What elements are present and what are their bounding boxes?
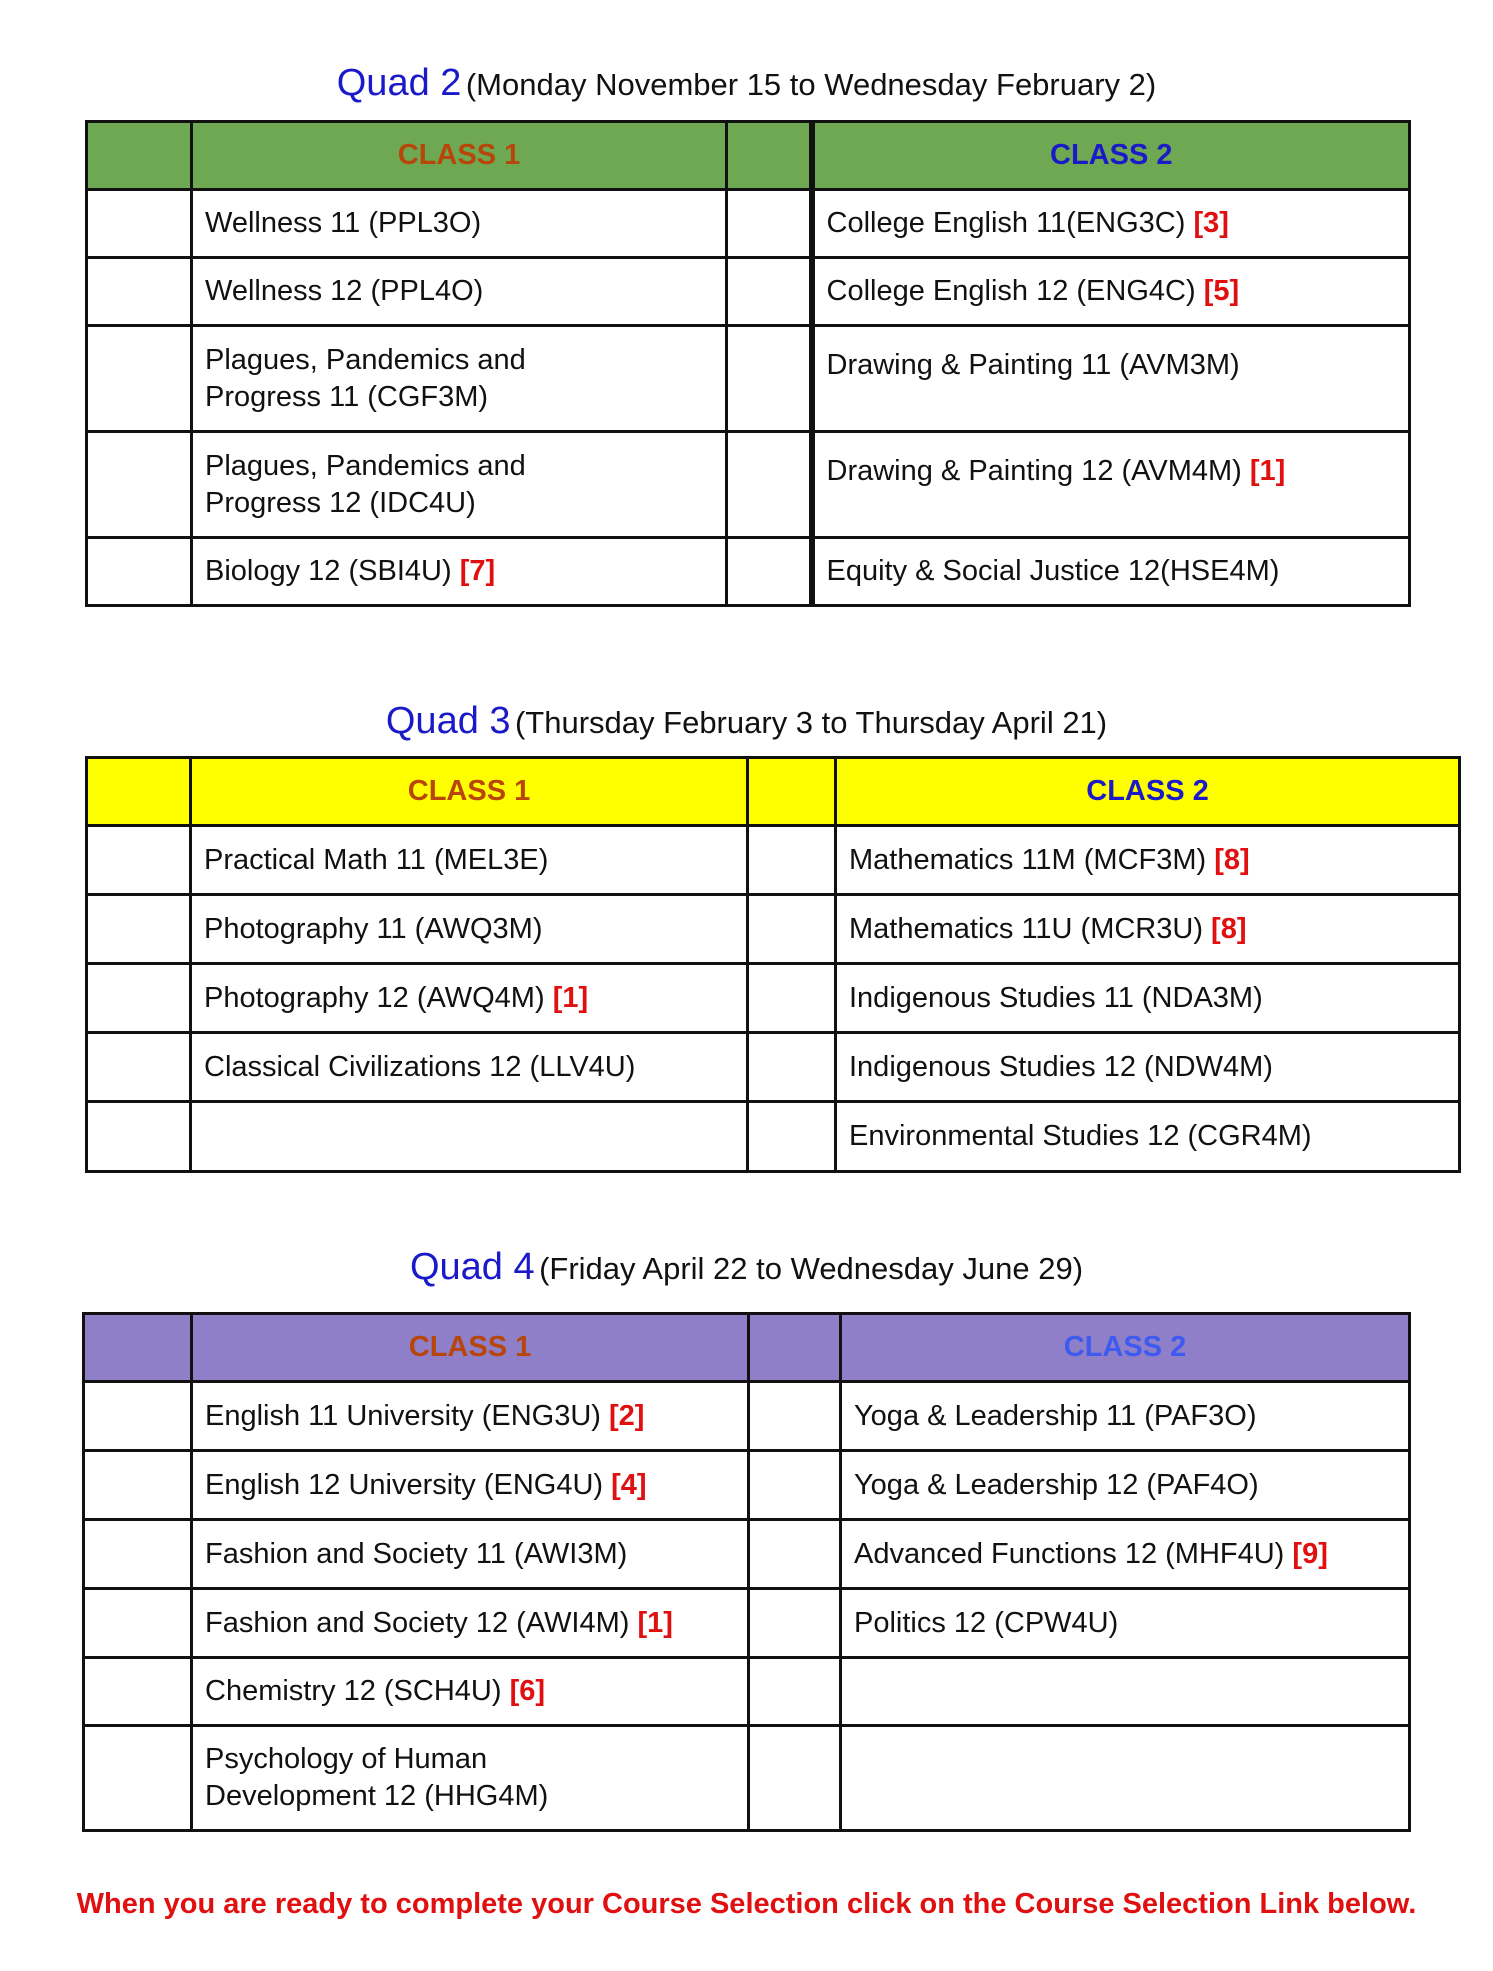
course-name: Classical Civilizations 12 (LLV4U) xyxy=(204,1050,636,1083)
check-cell[interactable] xyxy=(84,1451,192,1520)
table-row xyxy=(87,964,1460,1033)
check-cell[interactable] xyxy=(749,1451,841,1520)
course-cell xyxy=(836,1102,1460,1172)
course-tag: [1] xyxy=(552,981,589,1014)
course-cell xyxy=(191,895,748,964)
check-cell[interactable] xyxy=(87,190,192,258)
course-name: College English 11(ENG3C) xyxy=(826,207,1186,239)
check-cell[interactable] xyxy=(748,895,836,964)
course-cell xyxy=(191,964,748,1033)
course-name: Environmental Studies 12 (CGR4M) xyxy=(849,1120,1312,1152)
course-cell xyxy=(192,1658,749,1726)
quad3-title xyxy=(0,700,1493,743)
course-name: Chemistry 12 (SCH4U) xyxy=(205,1675,502,1707)
course-cell xyxy=(192,258,727,326)
course-tag: [9] xyxy=(1292,1537,1328,1570)
course-name: Photography 12 (AWQ4M) xyxy=(204,981,545,1014)
check-cell[interactable] xyxy=(87,258,192,326)
course-name: Mathematics 11U (MCR3U) xyxy=(849,912,1203,945)
check-cell[interactable] xyxy=(727,432,812,538)
course-cell xyxy=(841,1520,1410,1589)
quad3-table xyxy=(85,756,1461,1173)
quad3-dates: (Thursday February 3 to Thursday April 21) xyxy=(514,705,1108,740)
table-row xyxy=(84,1451,1410,1520)
check-cell[interactable] xyxy=(87,964,191,1033)
table-row xyxy=(87,1102,1460,1172)
table-row xyxy=(87,258,1410,326)
course-selection-instruction: When you are ready to complete your Course Selection click on the Course Selection Link below. xyxy=(76,1888,1417,1920)
course-cell xyxy=(836,895,1460,964)
course-name: Fashion and Society 12 (AWI4M) xyxy=(205,1606,630,1639)
header-check-cell-1 xyxy=(87,758,191,826)
course-cell xyxy=(841,1382,1410,1451)
header-check-cell-2 xyxy=(749,1314,841,1382)
course-cell-empty xyxy=(191,1102,748,1172)
table-row xyxy=(84,1520,1410,1589)
class1-header: CLASS 1 xyxy=(191,758,748,826)
course-tag: [7] xyxy=(459,555,496,587)
quad3-name: Quad 3 xyxy=(385,700,511,742)
course-cell xyxy=(841,1589,1410,1658)
course-cell-empty xyxy=(841,1658,1410,1726)
table-row xyxy=(87,432,1410,538)
course-name-line-2: Progress 11 (CGF3M) xyxy=(205,380,489,413)
check-cell[interactable] xyxy=(748,964,836,1033)
check-cell[interactable] xyxy=(727,326,812,432)
check-cell[interactable] xyxy=(84,1382,192,1451)
course-tag: [2] xyxy=(608,1399,645,1432)
course-tag: [1] xyxy=(637,1606,673,1639)
check-cell[interactable] xyxy=(749,1382,841,1451)
quad4-table xyxy=(82,1312,1411,1832)
course-name: Wellness 11 (PPL3O) xyxy=(205,207,482,239)
check-cell[interactable] xyxy=(87,826,191,895)
course-name-line-1: Plagues, Pandemics and xyxy=(205,343,526,376)
table-row xyxy=(87,538,1410,606)
quad2-title xyxy=(0,62,1493,105)
course-cell xyxy=(192,1589,749,1658)
course-cell xyxy=(192,1382,749,1451)
course-cell xyxy=(192,538,727,606)
check-cell[interactable] xyxy=(87,895,191,964)
header-check-cell-2 xyxy=(748,758,836,826)
check-cell[interactable] xyxy=(727,190,812,258)
table-row xyxy=(84,1658,1410,1726)
course-cell xyxy=(812,326,1410,432)
class2-header: CLASS 2 xyxy=(841,1314,1410,1382)
course-cell xyxy=(192,1520,749,1589)
course-name: Wellness 12 (PPL4O) xyxy=(205,275,484,307)
course-name: English 11 University (ENG3U) xyxy=(205,1399,601,1432)
check-cell[interactable] xyxy=(749,1520,841,1589)
course-name: Photography 11 (AWQ3M) xyxy=(204,912,543,945)
quad4-dates: (Friday April 22 to Wednesday June 29) xyxy=(539,1251,1084,1286)
course-cell xyxy=(841,1451,1410,1520)
course-cell xyxy=(812,190,1410,258)
course-cell xyxy=(812,432,1410,538)
quad3-header-row xyxy=(87,758,1460,826)
check-cell[interactable] xyxy=(87,1033,191,1102)
quad2-table xyxy=(85,120,1411,607)
course-tag: [5] xyxy=(1203,275,1240,307)
header-check-cell-1 xyxy=(84,1314,192,1382)
header-check-cell-1 xyxy=(87,122,192,190)
course-cell xyxy=(192,190,727,258)
course-name-line-1: Psychology of Human xyxy=(205,1743,488,1775)
class1-header: CLASS 1 xyxy=(192,1314,749,1382)
course-name-line-1: Plagues, Pandemics and xyxy=(205,449,526,482)
course-name: Yoga & Leadership 11 (PAF3O) xyxy=(854,1399,1257,1432)
course-name: Practical Math 11 (MEL3E) xyxy=(204,843,549,876)
course-name: Indigenous Studies 11 (NDA3M) xyxy=(849,981,1263,1014)
course-tag: [8] xyxy=(1211,912,1247,945)
course-name: Yoga & Leadership 12 (PAF4O) xyxy=(854,1468,1259,1501)
course-cell-empty xyxy=(841,1726,1410,1831)
course-tag: [3] xyxy=(1193,207,1229,239)
course-name: Drawing & Painting 11 (AVM3M) xyxy=(826,349,1240,381)
check-cell[interactable] xyxy=(84,1726,192,1831)
course-cell xyxy=(812,538,1410,606)
course-cell xyxy=(192,1451,749,1520)
check-cell[interactable] xyxy=(727,538,812,606)
course-tag: [1] xyxy=(1249,455,1286,487)
course-name-line-2: Development 12 (HHG4M) xyxy=(205,1780,549,1812)
quad4-name: Quad 4 xyxy=(409,1246,535,1288)
check-cell[interactable] xyxy=(748,1033,836,1102)
course-tag: [8] xyxy=(1214,843,1250,876)
table-row xyxy=(87,1033,1460,1102)
table-row xyxy=(87,895,1460,964)
course-cell xyxy=(191,826,748,895)
course-name: Mathematics 11M (MCF3M) xyxy=(849,843,1207,876)
table-row xyxy=(84,1589,1410,1658)
course-cell xyxy=(836,964,1460,1033)
check-cell[interactable] xyxy=(749,1726,841,1831)
table-row xyxy=(84,1382,1410,1451)
check-cell[interactable] xyxy=(749,1589,841,1658)
course-cell xyxy=(192,1726,749,1831)
course-name: Politics 12 (CPW4U) xyxy=(854,1606,1119,1639)
header-check-cell-2 xyxy=(727,122,812,190)
course-cell xyxy=(812,258,1410,326)
table-row xyxy=(87,826,1460,895)
course-cell xyxy=(192,432,727,538)
check-cell[interactable] xyxy=(87,432,192,538)
class2-header: CLASS 2 xyxy=(836,758,1460,826)
quad4-header-row xyxy=(84,1314,1410,1382)
course-cell xyxy=(192,326,727,432)
table-row xyxy=(87,326,1410,432)
check-cell[interactable] xyxy=(84,1589,192,1658)
course-tag: [6] xyxy=(509,1675,546,1707)
course-name: Fashion and Society 11 (AWI3M) xyxy=(205,1537,628,1570)
course-name: Advanced Functions 12 (MHF4U) xyxy=(854,1537,1285,1570)
check-cell[interactable] xyxy=(87,1102,191,1172)
course-cell xyxy=(836,826,1460,895)
quad2-dates: (Monday November 15 to Wednesday February 2) xyxy=(465,67,1157,102)
quad4-title xyxy=(0,1246,1493,1289)
course-cell xyxy=(836,1033,1460,1102)
quad2-header-row xyxy=(87,122,1410,190)
check-cell[interactable] xyxy=(748,826,836,895)
course-name: College English 12 (ENG4C) xyxy=(826,275,1196,307)
class2-header: CLASS 2 xyxy=(812,122,1410,190)
course-tag: [4] xyxy=(611,1468,647,1501)
course-name-line-2: Progress 12 (IDC4U) xyxy=(205,486,476,519)
check-cell[interactable] xyxy=(87,326,192,432)
course-cell xyxy=(191,1033,748,1102)
table-row xyxy=(87,190,1410,258)
check-cell[interactable] xyxy=(749,1658,841,1726)
course-name: Equity & Social Justice 12(HSE4M) xyxy=(826,555,1280,587)
quad2-name: Quad 2 xyxy=(336,62,462,104)
check-cell[interactable] xyxy=(87,538,192,606)
table-row xyxy=(84,1726,1410,1831)
class1-header: CLASS 1 xyxy=(192,122,727,190)
course-name: Drawing & Painting 12 (AVM4M) xyxy=(826,455,1242,487)
check-cell[interactable] xyxy=(727,258,812,326)
check-cell[interactable] xyxy=(748,1102,836,1172)
course-name: Indigenous Studies 12 (NDW4M) xyxy=(849,1050,1273,1083)
check-cell[interactable] xyxy=(84,1520,192,1589)
check-cell[interactable] xyxy=(84,1658,192,1726)
course-name: English 12 University (ENG4U) xyxy=(205,1468,604,1501)
course-name: Biology 12 (SBI4U) xyxy=(205,555,452,587)
